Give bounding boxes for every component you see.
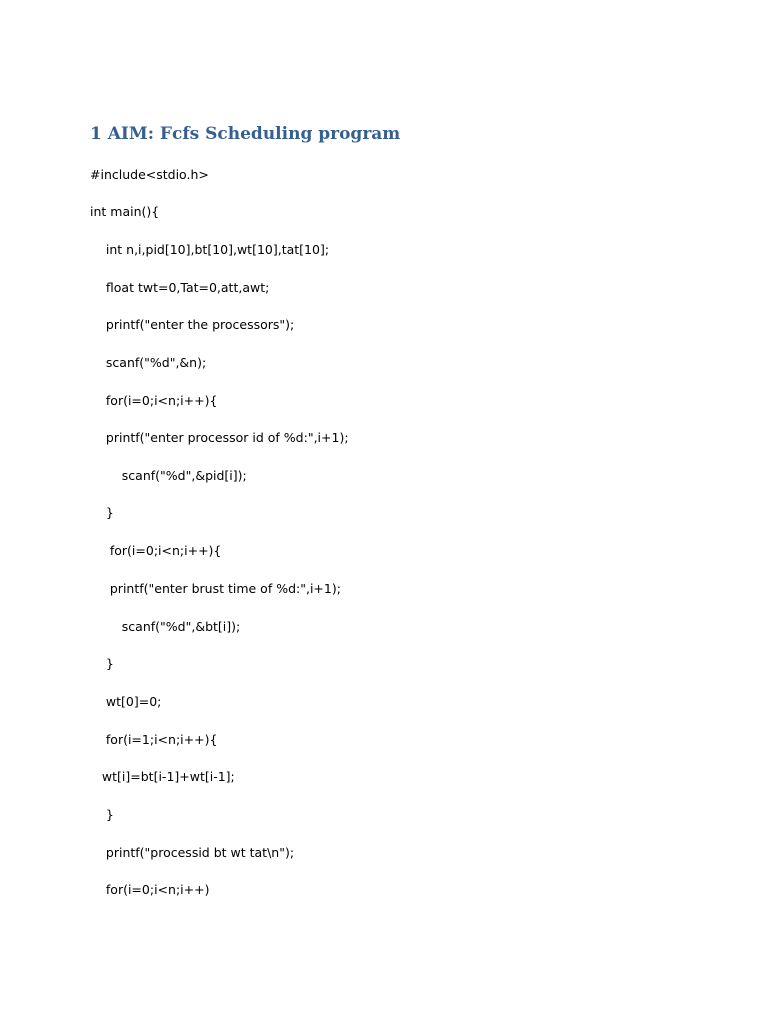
code-line: scanf("%d",&n); <box>90 355 207 370</box>
code-line: printf("enter brust time of %d:",i+1); <box>90 581 341 596</box>
code-line: wt[0]=0; <box>90 694 162 709</box>
document-heading: 1 AIM: Fcfs Scheduling program <box>90 124 401 144</box>
code-line: printf("enter the processors"); <box>90 317 295 332</box>
code-line: for(i=0;i<n;i++) <box>90 882 210 897</box>
code-line: printf("processid bt wt tat\n"); <box>90 845 295 860</box>
code-line: } <box>90 656 114 671</box>
code-line: for(i=0;i<n;i++){ <box>90 393 218 408</box>
code-line: printf("enter processor id of %d:",i+1); <box>90 430 349 445</box>
code-line: for(i=1;i<n;i++){ <box>90 732 218 747</box>
code-line: float twt=0,Tat=0,att,awt; <box>90 280 270 295</box>
code-line: scanf("%d",&pid[i]); <box>90 468 247 483</box>
code-line: } <box>90 807 114 822</box>
code-line: scanf("%d",&bt[i]); <box>90 619 241 634</box>
code-line: for(i=0;i<n;i++){ <box>90 543 222 558</box>
code-line: int main(){ <box>90 204 160 219</box>
code-line: wt[i]=bt[i-1]+wt[i-1]; <box>90 769 235 784</box>
code-line: } <box>90 505 114 520</box>
code-line: #include<stdio.h> <box>90 167 209 182</box>
code-line: int n,i,pid[10],bt[10],wt[10],tat[10]; <box>90 242 330 257</box>
